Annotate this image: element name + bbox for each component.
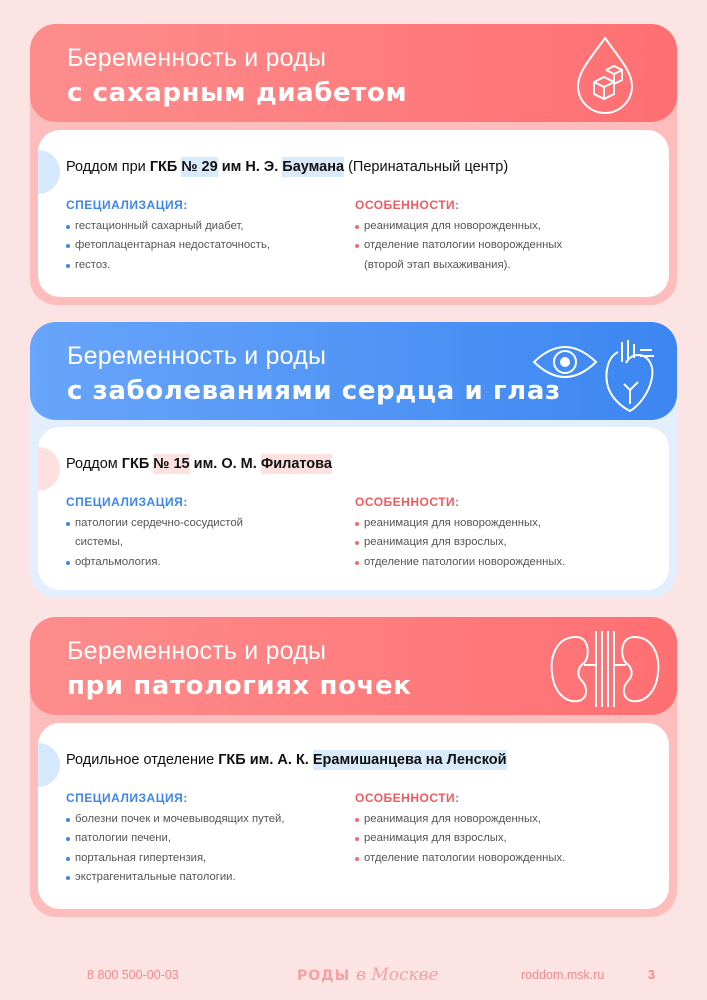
hospital-name-highlight: Ерамишанцева на Ленской [312, 752, 507, 768]
specialization-list [66, 196, 270, 275]
logo [297, 965, 439, 985]
list-item: реанимация для взрослых, [355, 533, 565, 553]
hospital-box [38, 130, 669, 297]
list-item: патологии сердечно-сосудистой [66, 514, 243, 534]
hospital-name-highlight: № 15 [153, 456, 190, 472]
hospital-box [38, 427, 669, 590]
hospital-name-highlight: Филатова [260, 456, 332, 472]
hospital-name-highlight: им Н. Э. [217, 159, 283, 175]
section-card [30, 617, 677, 917]
list-item: (второй этап выхаживания). [364, 258, 511, 271]
section-header [30, 322, 677, 420]
hospital-name-highlight: им. О. М. [189, 456, 261, 472]
section-card [30, 322, 677, 598]
list-item: портальная гипертензия, [66, 849, 285, 869]
specialization-heading: СПЕЦИАЛИЗАЦИЯ: [66, 495, 188, 509]
hospital-name [66, 456, 332, 472]
hospital-name-highlight: № 29 [181, 159, 218, 175]
specialization-heading: СПЕЦИАЛИЗАЦИЯ: [66, 791, 188, 805]
decor-circle [38, 743, 60, 787]
features-list [355, 493, 565, 572]
section-header [30, 617, 677, 715]
hospital-name-part: Роддом [66, 456, 122, 472]
list-item: фетоплацентарная недостаточность, [66, 236, 270, 256]
decor-circle [38, 150, 60, 194]
features-heading: ОСОБЕННОСТИ: [355, 791, 460, 805]
hospital-name-highlight: ГКБ им. А. К. [218, 752, 313, 768]
logo-word: РОДЫ [297, 968, 351, 984]
list-item: системы, [75, 536, 123, 548]
list-item: патологии печени, [66, 829, 285, 849]
features-heading: ОСОБЕННОСТИ: [355, 495, 460, 509]
hospital-name-part: Роддом при [66, 159, 150, 175]
section-title-line1: Беременность и роды [67, 44, 327, 72]
hospital-box [38, 723, 669, 909]
hospital-name-part: (Перинатальный центр) [344, 159, 509, 175]
page-number: 3 [648, 968, 655, 982]
list-item: реанимация для взрослых, [355, 829, 565, 849]
kidneys-icon [548, 627, 663, 709]
section-title-line1: Беременность и роды [67, 637, 327, 665]
hospital-name-part: Родильное отделение [66, 752, 219, 768]
eye-heart-icon [530, 332, 670, 414]
list-item: экстрагенитальные патологии. [66, 868, 285, 888]
list-item: отделение патологии новорожденных [355, 236, 562, 256]
list-item: отделение патологии новорожденных. [355, 849, 565, 869]
section-header [30, 24, 677, 122]
hospital-name [66, 752, 507, 768]
features-heading: ОСОБЕННОСТИ: [355, 198, 460, 212]
sugar-drop-icon [570, 34, 640, 114]
list-item: отделение патологии новорожденных. [355, 553, 565, 573]
section-card [30, 24, 677, 305]
section-title-line2: при патологиях почек [67, 671, 412, 701]
features-list [355, 789, 565, 868]
list-item: гестационный сахарный диабет, [66, 217, 270, 237]
list-item: офтальмология. [66, 553, 243, 573]
features-list [355, 196, 562, 275]
list-item: реанимация для новорожденных, [355, 810, 565, 830]
footer-phone: 8 800 500-00-03 [87, 968, 179, 982]
hospital-name-highlight: ГКБ [121, 456, 154, 472]
hospital-name [66, 159, 508, 175]
decor-circle [38, 447, 60, 491]
footer-site-link[interactable]: roddom.msk.ru [521, 968, 605, 982]
logo-script: в Москве [356, 965, 439, 985]
list-item: реанимация для новорожденных, [355, 514, 565, 534]
list-item: реанимация для новорожденных, [355, 217, 562, 237]
list-item: гестоз. [66, 256, 270, 276]
specialization-heading: СПЕЦИАЛИЗАЦИЯ: [66, 198, 188, 212]
specialization-list [66, 493, 243, 572]
specialization-list [66, 789, 285, 888]
hospital-name-highlight: Баумана [282, 159, 345, 175]
section-title-line2: с сахарным диабетом [67, 78, 408, 108]
section-title-line1: Беременность и роды [67, 342, 327, 370]
hospital-name-highlight: ГКБ [149, 159, 178, 175]
list-item: болезни почек и мочевыводящих путей, [66, 810, 285, 830]
section-title-line2: с заболеваниями сердца и глаз [67, 376, 561, 406]
